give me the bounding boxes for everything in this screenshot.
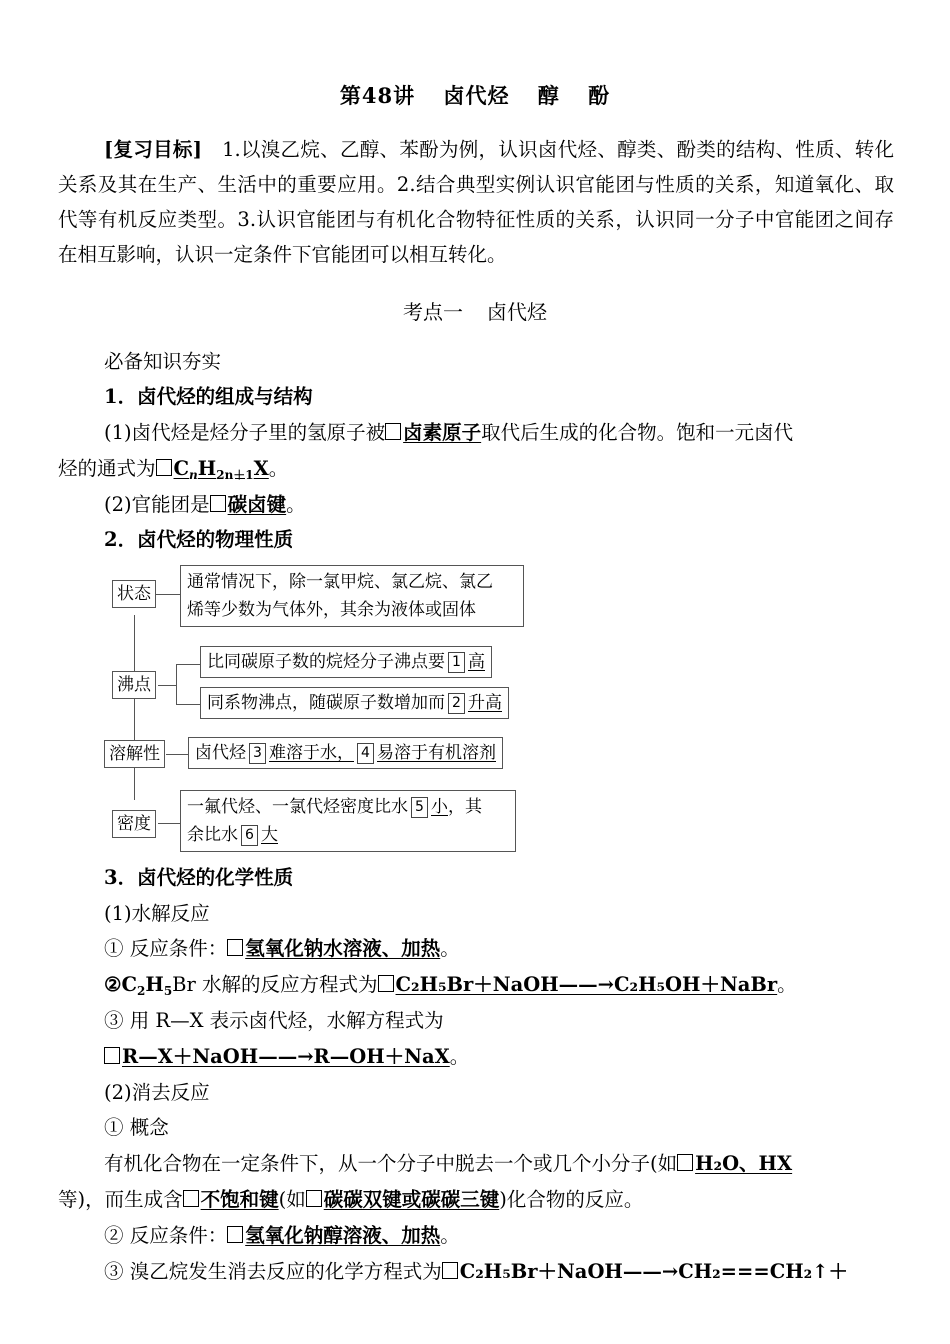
box-boiling-2 bbox=[200, 687, 509, 719]
answer-box bbox=[378, 975, 394, 992]
answer-elim-condition: 氢氧化钠醇溶液、加热 bbox=[245, 1224, 441, 1247]
formula-h: H bbox=[197, 457, 217, 480]
hydrolysis-condition bbox=[58, 931, 940, 966]
period: 。 bbox=[449, 1045, 470, 1068]
basics-heading: 必备知识夯实 bbox=[104, 350, 222, 373]
num-5: 5 bbox=[411, 797, 428, 818]
p1a-rest: 取代后生成的化合物。饱和一元卤代 bbox=[481, 421, 794, 444]
heading-composition: 1．卤代烃的组成与结构 bbox=[104, 385, 313, 408]
num-2: 2 bbox=[448, 693, 465, 714]
h-letter: H bbox=[145, 973, 164, 996]
elimination-equation bbox=[58, 1254, 940, 1289]
answer-box bbox=[156, 459, 172, 476]
goals-label: [复习目标] bbox=[104, 138, 202, 161]
state-line-1: 通常情况下，除一氯甲烷、氯乙烷、氯乙 bbox=[187, 572, 493, 592]
c2-mid: Br 水解的反应方程式为 bbox=[172, 973, 378, 996]
label-state: 状态 bbox=[112, 580, 156, 608]
num-1: 1 bbox=[448, 652, 465, 673]
formula-x: X bbox=[253, 457, 269, 480]
subheading-elimination: (2)消去反应 bbox=[104, 1081, 210, 1104]
answer-box bbox=[227, 1226, 243, 1243]
section-number: 考点一 bbox=[403, 300, 463, 324]
concept-line-1 bbox=[58, 1146, 940, 1181]
concept-line-2 bbox=[58, 1182, 894, 1217]
connector bbox=[158, 685, 176, 686]
answer-functional-group: 碳卤键 bbox=[227, 493, 287, 516]
p1b-text: 烃的通式为 bbox=[58, 457, 156, 480]
formula-c: C bbox=[173, 457, 190, 480]
heading-physical: 2．卤代烃的物理性质 bbox=[104, 528, 294, 551]
answer-box bbox=[210, 495, 226, 512]
connector bbox=[176, 664, 200, 665]
label-solubility: 溶解性 bbox=[104, 740, 165, 768]
ans-4: 易溶于有机溶剂 bbox=[377, 743, 496, 763]
connector bbox=[156, 594, 180, 595]
answer-box bbox=[104, 1047, 120, 1064]
formula-sub: 2n＋1 bbox=[216, 468, 254, 482]
box-solubility bbox=[188, 737, 503, 769]
sub-5: 5 bbox=[163, 984, 173, 998]
answer-equation: C₂H₅Br＋NaOH——→C₂H₅OH＋NaBr bbox=[395, 973, 778, 996]
num-3: 3 bbox=[249, 743, 266, 764]
box-state bbox=[180, 565, 524, 627]
density-line-1 bbox=[187, 793, 509, 821]
period: 。 bbox=[286, 493, 306, 516]
d3-text-a: 等)，而生成含 bbox=[58, 1188, 183, 1211]
answer-box bbox=[227, 939, 243, 956]
d4-text: ② 反应条件： bbox=[104, 1224, 228, 1247]
para-2 bbox=[58, 487, 940, 522]
p1a-text: (1)卤代烃是烃分子里的氢原子被 bbox=[104, 421, 386, 444]
answer-small-molecules: H₂O、HX bbox=[695, 1152, 793, 1175]
c2-pre: ②C bbox=[104, 973, 138, 996]
box-boiling-1 bbox=[200, 646, 492, 678]
answer-bonds: 碳碳双键或碳碳三键 bbox=[323, 1188, 500, 1211]
label-density: 密度 bbox=[112, 810, 156, 838]
connector bbox=[166, 754, 188, 755]
title-topic-2: 醇 bbox=[537, 83, 560, 108]
boil-text-2: 同系物沸点，随碳原子数增加而 bbox=[207, 693, 445, 713]
goals-text: 1.以溴乙烷、乙醇、苯酚为例，认识卤代烃、醇类、酚类的结构、性质、转化关系及其在生产、生活中的重要应用。2.结合典型实例认识官能团与性质的关系，知道氧化、取代等有机反应类型。3.认识官能团与有机化合物特征性质的关系，认识同一分子中官能团之间存在相互影响，认识一定条件下官能团可以相互转化。 bbox=[58, 138, 895, 266]
answer-formula bbox=[174, 457, 269, 480]
sub-2: 2 bbox=[137, 984, 146, 998]
answer-box bbox=[385, 423, 401, 440]
num-4: 4 bbox=[357, 743, 374, 764]
d3-text-c: )化合物的反应。 bbox=[499, 1188, 644, 1211]
review-goals bbox=[58, 132, 894, 272]
concept-heading: ① 概念 bbox=[104, 1116, 169, 1139]
box-density bbox=[180, 790, 516, 852]
diagram-trunk bbox=[134, 615, 135, 800]
period: 。 bbox=[777, 973, 797, 996]
ans-5: 小 bbox=[431, 797, 448, 817]
page-title bbox=[0, 80, 950, 110]
d3-text-b: (如 bbox=[278, 1188, 306, 1211]
subheading-hydrolysis: (1)水解反应 bbox=[104, 902, 210, 925]
answer-box bbox=[183, 1190, 199, 1207]
title-topic-1: 卤代烃 bbox=[443, 83, 510, 108]
lecture-number: 第48讲 bbox=[339, 83, 416, 108]
formula-n: n bbox=[189, 468, 198, 482]
para-1a bbox=[58, 415, 940, 450]
answer-halogen: 卤素原子 bbox=[403, 421, 482, 444]
answer-box bbox=[442, 1262, 458, 1279]
answer-box bbox=[677, 1154, 693, 1171]
heading-chemical: 3．卤代烃的化学性质 bbox=[104, 866, 294, 889]
answer-unsaturated: 不饱和键 bbox=[200, 1188, 279, 1211]
answer-box bbox=[306, 1190, 322, 1207]
state-line-2: 烯等少数为气体外，其余为液体或固体 bbox=[187, 600, 476, 620]
den-text-1b: ，其 bbox=[448, 797, 482, 817]
ans-1: 高 bbox=[468, 652, 485, 672]
d2-text: 有机化合物在一定条件下，从一个分子中脱去一个或几个小分子(如 bbox=[104, 1152, 678, 1175]
ans-2: 升高 bbox=[468, 693, 502, 713]
general-hydrolysis: ③ 用 R—X 表示卤代烃，水解方程式为 bbox=[104, 1009, 444, 1032]
boil-text-1: 比同碳原子数的烷烃分子沸点要 bbox=[207, 652, 445, 672]
connector-bracket bbox=[176, 664, 201, 705]
connector bbox=[158, 823, 180, 824]
num-6: 6 bbox=[241, 825, 258, 846]
period: 。 bbox=[440, 937, 460, 960]
ans-3: 难溶于水， bbox=[269, 743, 354, 763]
section-name: 卤代烃 bbox=[487, 300, 547, 324]
period: 。 bbox=[440, 1224, 460, 1247]
sol-text: 卤代烃 bbox=[195, 743, 246, 763]
ans-6: 大 bbox=[261, 825, 278, 845]
d5-text: ③ 溴乙烷发生消去反应的化学方程式为 bbox=[104, 1260, 442, 1283]
density-line-2 bbox=[187, 821, 509, 849]
label-boiling: 沸点 bbox=[112, 671, 156, 699]
answer-condition: 氢氧化钠水溶液、加热 bbox=[245, 937, 441, 960]
general-hydrolysis-eq bbox=[58, 1039, 940, 1074]
period: 。 bbox=[268, 457, 289, 480]
section-heading bbox=[0, 296, 950, 325]
title-topic-3: 酚 bbox=[588, 83, 611, 108]
c1-text: ① 反应条件： bbox=[104, 937, 228, 960]
answer-elim-equation: C₂H₅Br＋NaOH——→CH₂===CH₂↑＋ bbox=[459, 1260, 849, 1283]
den-text-2: 余比水 bbox=[187, 825, 238, 845]
p2-text: (2)官能团是 bbox=[104, 493, 210, 516]
elimination-condition bbox=[58, 1218, 940, 1253]
den-text-1: 一氟代烃、一氯代烃密度比水 bbox=[187, 797, 408, 817]
answer-general-eq: R—X＋NaOH——→R—OH＋NaX bbox=[122, 1045, 450, 1068]
